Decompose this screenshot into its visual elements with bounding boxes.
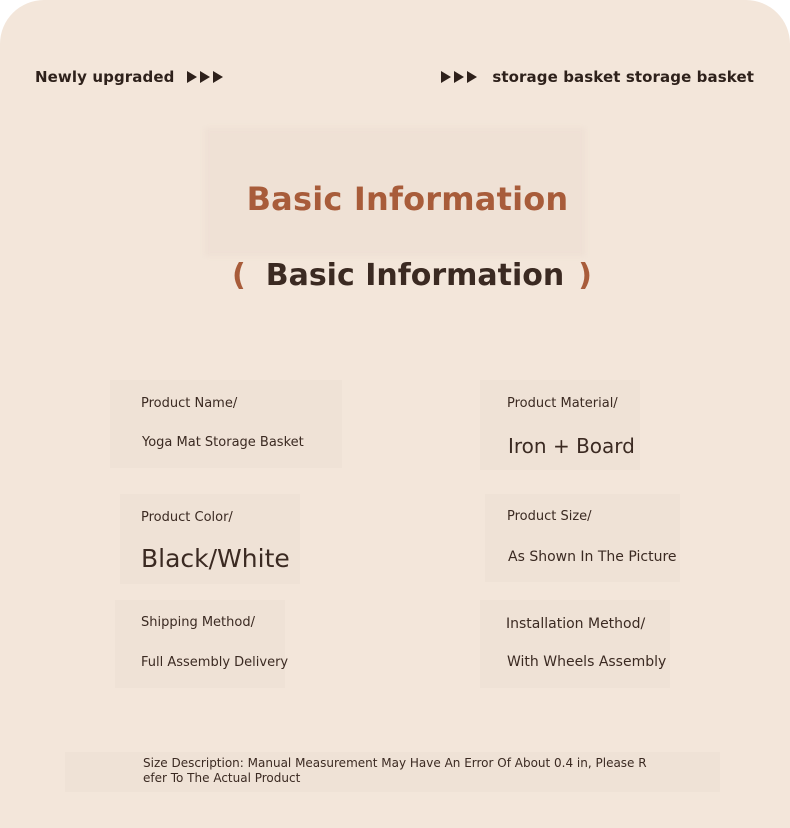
field-shade [485, 494, 680, 582]
triple-arrow-right-icon [441, 71, 479, 83]
field-shade [110, 380, 342, 468]
size-footnote: Size Description: Manual Measurement May Have An Error Of About 0.4 in, Please Refer To The Actual Product [143, 756, 647, 785]
open-paren: ( [232, 258, 246, 293]
banner-right [441, 68, 754, 86]
product-color-label: Product Color/ [141, 510, 233, 525]
page-title: Basic Information [246, 180, 569, 218]
shipping-method-label: Shipping Method/ [141, 615, 255, 630]
installation-method-label: Installation Method/ [506, 616, 646, 632]
field-shade [480, 600, 670, 688]
field-shade [115, 600, 285, 688]
close-paren: ) [578, 258, 592, 293]
triple-arrow-right-icon [187, 71, 225, 83]
product-name-label: Product Name/ [141, 396, 238, 411]
product-material-value: Iron + Board [508, 434, 635, 458]
product-name-value: Yoga Mat Storage Basket [142, 435, 304, 450]
product-color-value: Black/White [141, 544, 290, 573]
banner-right-text: storage basket storage basket [492, 68, 754, 86]
banner-left-text: Newly upgraded [35, 68, 175, 86]
shipping-method-value: Full Assembly Delivery [141, 655, 289, 670]
banner-left [35, 68, 225, 86]
subtitle-group [232, 258, 592, 293]
product-material-label: Product Material/ [507, 396, 618, 411]
page-subtitle: Basic Information [265, 258, 565, 293]
product-size-value: As Shown In The Picture [508, 549, 677, 565]
installation-method-value: With Wheels Assembly [507, 654, 667, 670]
product-size-label: Product Size/ [507, 509, 592, 524]
